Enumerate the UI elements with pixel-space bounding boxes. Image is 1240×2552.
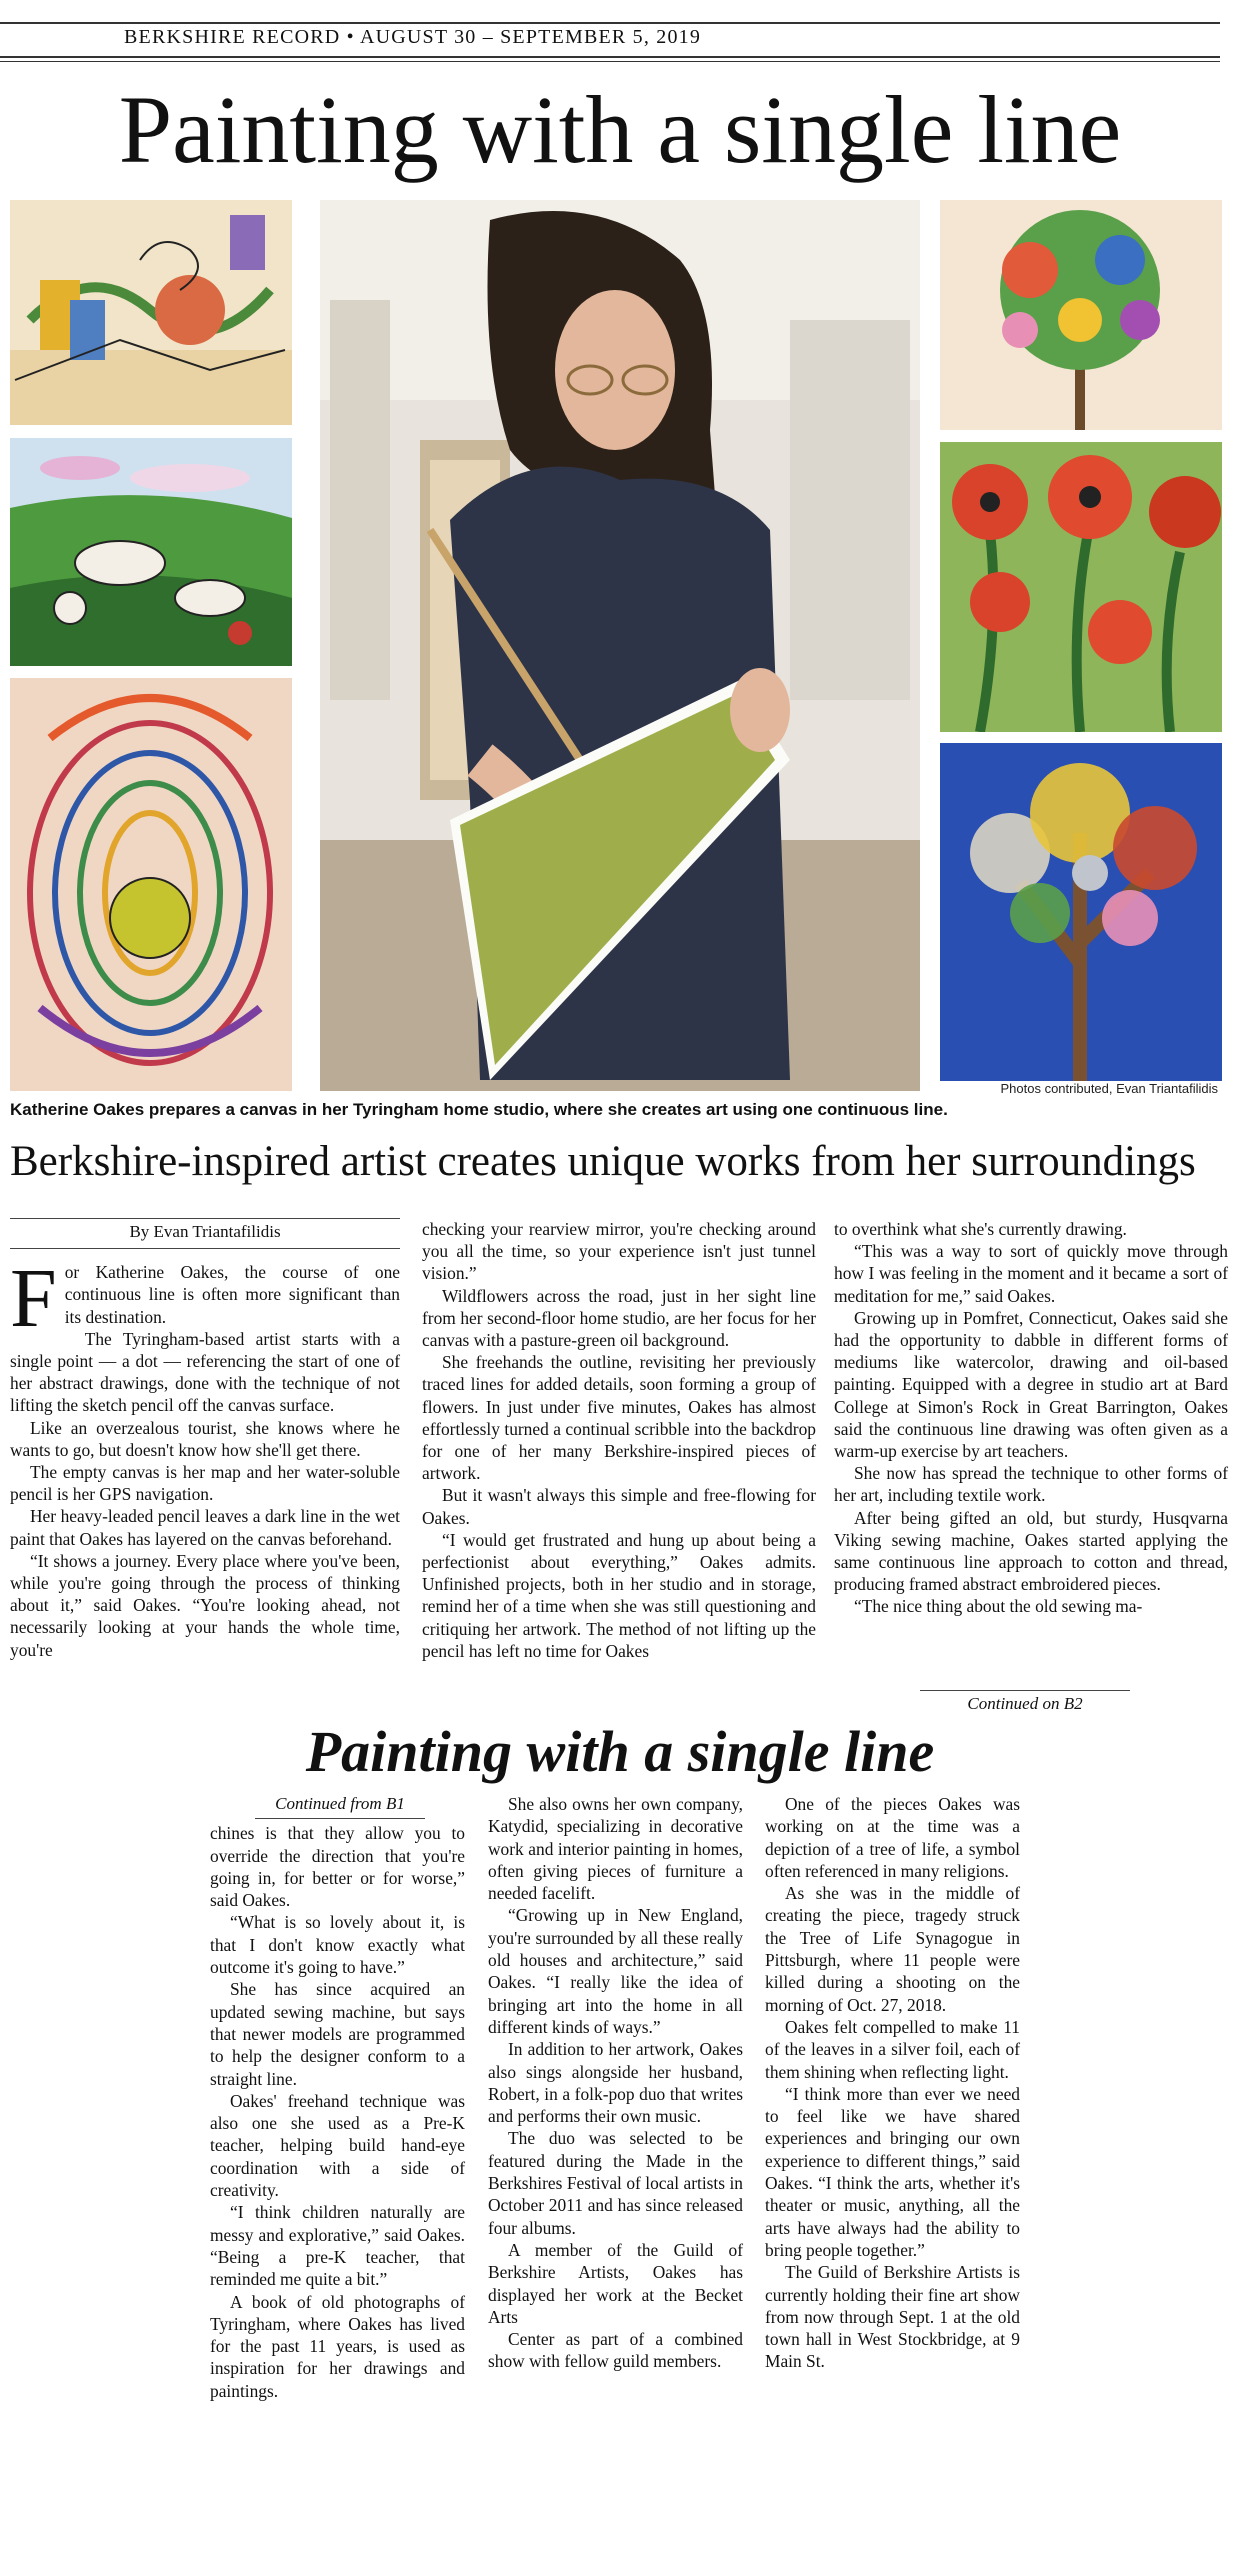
paragraph: A book of old photographs of Tyringham, where Oakes has lived for the past 11 years, is used as inspiration for her drawings and paintings. xyxy=(210,2291,465,2401)
continuation-headline: Painting with a single line xyxy=(305,1719,935,1784)
article-column-2 xyxy=(422,1218,816,1662)
paragraph: Her heavy-leaded pencil leaves a dark line in the wet paint that Oakes has layered on the canvas beforehand. xyxy=(10,1506,400,1549)
paragraph: Like an overzealous tourist, she knows where he wants to go, but doesn't know how she'll get there. xyxy=(10,1417,400,1460)
paragraph: “It shows a journey. Every place where you've been, while you're going through the process of thinking about it,” said Oakes. “You're looking ahead, not necessarily looking at your hands the whole time, you're xyxy=(10,1550,400,1660)
subheadline: Berkshire-inspired artist creates unique works from her surroundings xyxy=(10,1138,1196,1185)
artwork-bees-painting xyxy=(10,200,292,425)
paragraph: The empty canvas is her map and her water-soluble pencil is her GPS navigation. xyxy=(10,1462,400,1505)
paragraph: But it wasn't always this simple and free-flowing for Oakes. xyxy=(422,1485,816,1528)
masthead-rule-1 xyxy=(0,56,1220,58)
continuation-column-2 xyxy=(488,1793,743,2373)
article-column-3 xyxy=(834,1218,1228,1618)
paragraph: The Guild of Berkshire Artists is currently holding their fine art show from now through Sept. 1 at the old town hall in West Stockbridge, at 9 Main St. xyxy=(765,2262,1020,2372)
paragraph: The duo was selected to be featured during the Made in the Berkshires Festival of local artists in October 2011 and has since released four albums. xyxy=(488,2128,743,2238)
paragraph: to overthink what she's currently drawing. xyxy=(834,1219,1127,1239)
paragraph: or Katherine Oakes, the course of one continuous line is often more significant than its destination. xyxy=(64,1262,400,1327)
masthead-rule-2 xyxy=(0,61,1220,62)
top-rule xyxy=(0,22,1220,24)
paragraph: She now has spread the technique to other forms of her art, including textile work. xyxy=(834,1463,1228,1506)
paragraph: “This was a way to sort of quickly move through how I was feeling in the moment and it became a sort of meditation for me,” said Oakes. xyxy=(834,1241,1228,1306)
paragraph: One of the pieces Oakes was working on at the time was a depiction of a tree of life, a symbol often referenced in many religions. xyxy=(765,1794,1020,1881)
artwork-tree-colorful-painting xyxy=(940,200,1222,430)
continuation-column-3 xyxy=(765,1793,1020,2373)
paragraph: After being gifted an old, but sturdy, Husqvarna Viking sewing machine, Oakes started applying the same continuous line approach to cotton and thread, producing framed abstract embroidered pieces. xyxy=(834,1507,1228,1595)
paragraph: “Growing up in New England, you're surrounded by all these really old houses and architecture,” said Oakes. “I really like the idea of bringing art into the home in all different kinds of ways.” xyxy=(488,1905,743,2037)
photo-credit: Photos contributed, Evan Triantafilidis xyxy=(1000,1081,1218,1096)
paragraph: checking your rearview mirror, you're checking around you all the time, so your experience isn't just tunnel vision.” xyxy=(422,1219,816,1284)
paragraph: “I think more than ever we need to feel like we have shared experiences and bringing our own experience to different things,” said Oakes. “I think the arts, whether it's theater or music, anything, all the arts have always had the ability to bring people together.” xyxy=(765,2083,1020,2260)
paragraph: “The nice thing about the old sewing ma- xyxy=(854,1596,1143,1617)
paragraph: She also owns her own company, Katydid, specializing in decorative work and interior painting in homes, often giving pieces of furniture a needed facelift. xyxy=(488,1794,743,1904)
masthead: BERKSHIRE RECORD • AUGUST 30 – SEPTEMBER 5, 2019 xyxy=(124,26,702,48)
paragraph: “What is so lovely about it, is that I don't know exactly what outcome it's going to have.” xyxy=(210,1912,465,1978)
paragraph: Wildflowers across the road, just in her sight line from her second-floor home studio, are her focus for her canvas with a pasture-green oil background. xyxy=(422,1285,816,1351)
artwork-poppies-painting xyxy=(940,442,1222,732)
continued-from-jump: Continued from B1 xyxy=(255,1793,425,1819)
photo-caption: Katherine Oakes prepares a canvas in her Tyringham home studio, where she creates art using one continuous line. xyxy=(10,1100,948,1119)
paragraph: A member of the Guild of Berkshire Artists, Oakes has displayed her work at the Becket Arts xyxy=(488,2239,743,2327)
paragraph: Growing up in Pomfret, Connecticut, Oakes said she had the opportunity to dabble in different forms of mediums like watercolor, drawing and oil-based painting. Equipped with a degree in studio art at Bard College at Simon's Rock in Great Barrington, Oakes said the continuous line drawing was often given as a warm-up exercise by art teachers. xyxy=(834,1307,1228,1462)
paragraph: Oakes' freehand technique was also one she used as a Pre-K teacher, helping build hand-eye coordination with a side of creativity. xyxy=(210,2090,465,2201)
photo-artist-painting xyxy=(320,200,920,1091)
artwork-tree-of-life-painting xyxy=(940,743,1222,1081)
paragraph: chines is that they allow you to override the direction that you're going in, for better or for worse,” said Oakes. xyxy=(210,1823,465,1911)
page-headline: Painting with a single line xyxy=(118,76,1122,183)
paragraph: “I think children naturally are messy and explorative,” said Oakes. “Being a pre-K teacher, that reminded me quite a bit.” xyxy=(210,2202,465,2290)
paragraph: In addition to her artwork, Oakes also sings alongside her husband, Robert, in a folk-pop duo that writes and performs their own music. xyxy=(488,2039,743,2127)
paragraph: She freehands the outline, revisiting her previously traced lines for added details, soon forming a group of flowers. In just under five minutes, Oakes has almost effortlessly turned a continual scribble into the backdrop for one of her many Berkshire-inspired pieces of artwork. xyxy=(422,1352,816,1484)
paragraph: She has since acquired an updated sewing machine, but says that newer models are programmed to help the designer conform to a straight line. xyxy=(210,1979,465,2089)
article-column-1 xyxy=(10,1218,400,1661)
drop-cap: F xyxy=(10,1252,57,1346)
byline: By Evan Triantafilidis xyxy=(10,1218,400,1249)
artwork-landscape-painting xyxy=(10,438,292,666)
continuation-column-1 xyxy=(210,1793,465,2402)
paragraph: As she was in the middle of creating the piece, tragedy struck the Tree of Life Synagogue in Pittsburgh, where 11 people were killed during a shooting on the morning of Oct. 27, 2018. xyxy=(765,1883,1020,2015)
paragraph: Oakes felt compelled to make 11 of the leaves in a silver foil, each of them shining when reflecting light. xyxy=(765,2016,1020,2082)
paragraph: Center as part of a combined show with fellow guild members. xyxy=(488,2329,743,2372)
paragraph: “I would get frustrated and hung up about being a perfectionist about everything,” Oakes admits. Unfinished projects, both in her studio and in storage, remind her of a time when she was still questioning and critiquing her artwork. The method of not lifting up the pencil has left no time for Oakes xyxy=(422,1529,816,1661)
paragraph: The Tyringham-based artist starts with a single point — a dot — referencing the start of one of her abstract drawings, done with the technique of not lifting the sketch pencil off the canvas surface. xyxy=(10,1328,400,1416)
artwork-abstract-sun-painting xyxy=(10,678,292,1091)
continued-on-jump: Continued on B2 xyxy=(920,1690,1130,1714)
